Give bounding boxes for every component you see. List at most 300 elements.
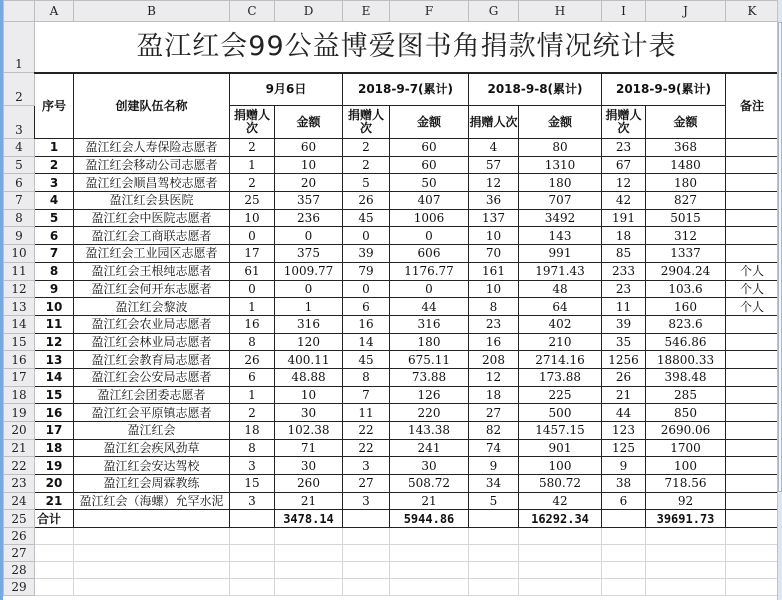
seq-cell[interactable]: 20 [35, 475, 74, 493]
amount-sep6-cell[interactable]: 30 [275, 457, 343, 475]
count-sep8-cell[interactable]: 16 [469, 333, 519, 351]
empty-cell[interactable] [35, 562, 74, 579]
count-sep7-cell[interactable]: 3 [343, 457, 390, 475]
empty-cell[interactable] [230, 579, 275, 596]
row-header[interactable]: 4 [4, 139, 35, 157]
amount-sep7-cell[interactable]: 407 [390, 192, 469, 210]
amount-sep7-cell[interactable]: 143.38 [390, 422, 469, 440]
column-header-b[interactable]: B [74, 1, 230, 22]
amount-sep9-cell[interactable]: 18800.33 [646, 351, 726, 369]
amount-sep9-cell[interactable]: 312 [646, 227, 726, 245]
empty-cell[interactable] [602, 528, 646, 545]
row-header[interactable]: 17 [4, 368, 35, 386]
amount-sep6-cell[interactable]: 0 [275, 227, 343, 245]
team-name-cell[interactable]: 盈江红会教育局志愿者 [74, 351, 230, 369]
amount-sep8-cell[interactable]: 64 [519, 298, 602, 316]
empty-cell[interactable] [74, 510, 230, 528]
count-sep9-cell[interactable]: 125 [602, 439, 646, 457]
count-sep6-cell[interactable]: 2 [230, 139, 275, 157]
empty-cell[interactable] [469, 545, 519, 562]
team-name-cell[interactable]: 盈江红会疾风劲草 [74, 439, 230, 457]
empty-cell[interactable] [519, 528, 602, 545]
column-header-i[interactable]: I [602, 1, 646, 22]
amount-sep7-cell[interactable]: 241 [390, 439, 469, 457]
amount-sep7-cell[interactable]: 126 [390, 386, 469, 404]
amount-sep8-cell[interactable]: 500 [519, 404, 602, 422]
amount-sep7-cell[interactable]: 508.72 [390, 475, 469, 493]
amount-sep8-cell[interactable]: 180 [519, 174, 602, 192]
totals-label[interactable]: 合计 [35, 510, 74, 528]
header-team-name[interactable]: 创建队伍名称 [74, 73, 230, 139]
amount-sep8-cell[interactable]: 42 [519, 492, 602, 510]
total-sep9-cell[interactable]: 39691.73 [646, 510, 726, 528]
count-sep6-cell[interactable]: 18 [230, 422, 275, 440]
amount-sep8-cell[interactable]: 225 [519, 386, 602, 404]
count-sep9-cell[interactable]: 44 [602, 404, 646, 422]
row-header[interactable]: 16 [4, 351, 35, 369]
seq-cell[interactable]: 17 [35, 422, 74, 440]
amount-sep6-cell[interactable]: 0 [275, 280, 343, 298]
column-header-c[interactable]: C [230, 1, 275, 22]
row-header[interactable]: 15 [4, 333, 35, 351]
header-amount[interactable]: 金额 [390, 106, 469, 139]
empty-cell[interactable] [726, 545, 779, 562]
amount-sep7-cell[interactable]: 1176.77 [390, 262, 469, 280]
note-cell[interactable] [726, 475, 779, 493]
empty-cell[interactable] [343, 528, 390, 545]
count-sep9-cell[interactable]: 191 [602, 209, 646, 227]
row-header[interactable]: 28 [4, 562, 35, 579]
count-sep8-cell[interactable]: 18 [469, 386, 519, 404]
amount-sep7-cell[interactable]: 0 [390, 227, 469, 245]
empty-cell[interactable] [519, 562, 602, 579]
team-name-cell[interactable]: 盈江红会 [74, 422, 230, 440]
seq-cell[interactable]: 5 [35, 209, 74, 227]
seq-cell[interactable]: 7 [35, 245, 74, 263]
count-sep9-cell[interactable]: 67 [602, 156, 646, 174]
total-sep7-cell[interactable]: 5944.86 [390, 510, 469, 528]
amount-sep9-cell[interactable]: 92 [646, 492, 726, 510]
empty-cell[interactable] [519, 579, 602, 596]
amount-sep8-cell[interactable]: 100 [519, 457, 602, 475]
note-cell[interactable] [726, 457, 779, 475]
amount-sep6-cell[interactable]: 48.88 [275, 368, 343, 386]
count-sep6-cell[interactable]: 8 [230, 333, 275, 351]
amount-sep8-cell[interactable]: 143 [519, 227, 602, 245]
team-name-cell[interactable]: 盈江红会林业局志愿者 [74, 333, 230, 351]
amount-sep7-cell[interactable]: 0 [390, 280, 469, 298]
count-sep6-cell[interactable]: 1 [230, 156, 275, 174]
amount-sep8-cell[interactable]: 48 [519, 280, 602, 298]
empty-cell[interactable] [275, 562, 343, 579]
header-count[interactable]: 捐赠人次 [469, 106, 519, 139]
count-sep9-cell[interactable]: 23 [602, 139, 646, 157]
seq-cell[interactable]: 18 [35, 439, 74, 457]
count-sep8-cell[interactable]: 4 [469, 139, 519, 157]
amount-sep7-cell[interactable]: 180 [390, 333, 469, 351]
seq-cell[interactable]: 14 [35, 368, 74, 386]
amount-sep9-cell[interactable]: 180 [646, 174, 726, 192]
team-name-cell[interactable]: 盈江红会安达驾校 [74, 457, 230, 475]
scrollbar-thumb[interactable] [778, 22, 782, 492]
header-date-sep9[interactable]: 2018-9-9(累计) [602, 73, 726, 106]
count-sep7-cell[interactable]: 16 [343, 315, 390, 333]
team-name-cell[interactable]: 盈江红会团委志愿者 [74, 386, 230, 404]
count-sep7-cell[interactable]: 6 [343, 298, 390, 316]
count-sep9-cell[interactable]: 233 [602, 262, 646, 280]
count-sep7-cell[interactable]: 45 [343, 209, 390, 227]
empty-cell[interactable] [646, 562, 726, 579]
empty-cell[interactable] [230, 562, 275, 579]
amount-sep7-cell[interactable]: 21 [390, 492, 469, 510]
amount-sep9-cell[interactable]: 285 [646, 386, 726, 404]
count-sep8-cell[interactable]: 208 [469, 351, 519, 369]
row-header[interactable]: 23 [4, 475, 35, 493]
amount-sep6-cell[interactable]: 400.11 [275, 351, 343, 369]
amount-sep6-cell[interactable]: 357 [275, 192, 343, 210]
amount-sep9-cell[interactable]: 2690.06 [646, 422, 726, 440]
note-cell[interactable] [726, 368, 779, 386]
count-sep6-cell[interactable]: 2 [230, 174, 275, 192]
amount-sep8-cell[interactable]: 580.72 [519, 475, 602, 493]
column-header-k[interactable]: K [726, 1, 779, 22]
count-sep9-cell[interactable]: 35 [602, 333, 646, 351]
amount-sep8-cell[interactable]: 901 [519, 439, 602, 457]
row-header[interactable]: 26 [4, 528, 35, 545]
row-header[interactable]: 7 [4, 192, 35, 210]
empty-cell[interactable] [726, 528, 779, 545]
header-date-sep6[interactable]: 9月6日 [230, 73, 343, 106]
amount-sep9-cell[interactable]: 850 [646, 404, 726, 422]
amount-sep6-cell[interactable]: 1 [275, 298, 343, 316]
count-sep9-cell[interactable]: 18 [602, 227, 646, 245]
empty-cell[interactable] [35, 545, 74, 562]
empty-cell[interactable] [726, 579, 779, 596]
column-header-e[interactable]: E [343, 1, 390, 22]
count-sep8-cell[interactable]: 70 [469, 245, 519, 263]
column-header-d[interactable]: D [275, 1, 343, 22]
empty-cell[interactable] [469, 579, 519, 596]
empty-cell[interactable] [726, 510, 779, 528]
header-date-sep7[interactable]: 2018-9-7(累计) [343, 73, 469, 106]
count-sep7-cell[interactable]: 27 [343, 475, 390, 493]
amount-sep7-cell[interactable]: 44 [390, 298, 469, 316]
note-cell[interactable] [726, 386, 779, 404]
seq-cell[interactable]: 19 [35, 457, 74, 475]
amount-sep6-cell[interactable]: 71 [275, 439, 343, 457]
seq-cell[interactable]: 16 [35, 404, 74, 422]
header-amount[interactable]: 金额 [646, 106, 726, 139]
row-header[interactable]: 18 [4, 386, 35, 404]
seq-cell[interactable]: 8 [35, 262, 74, 280]
amount-sep6-cell[interactable]: 21 [275, 492, 343, 510]
empty-cell[interactable] [275, 579, 343, 596]
count-sep7-cell[interactable]: 22 [343, 439, 390, 457]
count-sep6-cell[interactable]: 8 [230, 439, 275, 457]
empty-cell[interactable] [726, 562, 779, 579]
empty-cell[interactable] [343, 579, 390, 596]
note-cell[interactable]: 个人 [726, 298, 779, 316]
count-sep9-cell[interactable]: 21 [602, 386, 646, 404]
amount-sep9-cell[interactable]: 718.56 [646, 475, 726, 493]
team-name-cell[interactable]: 盈江红会（海螺）允罕水泥 [74, 492, 230, 510]
empty-cell[interactable] [602, 510, 646, 528]
team-name-cell[interactable]: 盈江红会何开东志愿者 [74, 280, 230, 298]
team-name-cell[interactable]: 盈江红会农业局志愿者 [74, 315, 230, 333]
note-cell[interactable] [726, 404, 779, 422]
row-header[interactable]: 10 [4, 245, 35, 263]
count-sep7-cell[interactable]: 2 [343, 156, 390, 174]
empty-cell[interactable] [602, 562, 646, 579]
team-name-cell[interactable]: 盈江红会公安局志愿者 [74, 368, 230, 386]
seq-cell[interactable]: 13 [35, 351, 74, 369]
column-header-j[interactable]: J [646, 1, 726, 22]
header-seq[interactable]: 序号 [35, 73, 74, 139]
empty-cell[interactable] [35, 528, 74, 545]
row-header[interactable]: 8 [4, 209, 35, 227]
empty-cell[interactable] [230, 510, 275, 528]
column-header-a[interactable]: A [35, 1, 74, 22]
seq-cell[interactable]: 2 [35, 156, 74, 174]
row-header[interactable]: 6 [4, 174, 35, 192]
count-sep9-cell[interactable]: 123 [602, 422, 646, 440]
total-sep8-cell[interactable]: 16292.34 [519, 510, 602, 528]
note-cell[interactable] [726, 333, 779, 351]
seq-cell[interactable]: 11 [35, 315, 74, 333]
seq-cell[interactable]: 12 [35, 333, 74, 351]
empty-cell[interactable] [646, 579, 726, 596]
select-all-corner[interactable] [4, 1, 35, 22]
amount-sep6-cell[interactable]: 10 [275, 156, 343, 174]
amount-sep8-cell[interactable]: 3492 [519, 209, 602, 227]
amount-sep9-cell[interactable]: 1700 [646, 439, 726, 457]
amount-sep7-cell[interactable]: 60 [390, 156, 469, 174]
count-sep9-cell[interactable]: 11 [602, 298, 646, 316]
row-header[interactable]: 11 [4, 262, 35, 280]
amount-sep8-cell[interactable]: 991 [519, 245, 602, 263]
count-sep6-cell[interactable]: 1 [230, 386, 275, 404]
vertical-scrollbar[interactable] [777, 0, 782, 600]
empty-cell[interactable] [602, 579, 646, 596]
empty-cell[interactable] [230, 545, 275, 562]
empty-cell[interactable] [343, 562, 390, 579]
amount-sep7-cell[interactable]: 50 [390, 174, 469, 192]
count-sep7-cell[interactable]: 14 [343, 333, 390, 351]
empty-cell[interactable] [469, 510, 519, 528]
amount-sep9-cell[interactable]: 160 [646, 298, 726, 316]
note-cell[interactable] [726, 192, 779, 210]
header-count[interactable]: 捐赠人次 [602, 106, 646, 139]
count-sep8-cell[interactable]: 36 [469, 192, 519, 210]
note-cell[interactable] [726, 439, 779, 457]
count-sep9-cell[interactable]: 85 [602, 245, 646, 263]
note-cell[interactable] [726, 422, 779, 440]
count-sep8-cell[interactable]: 27 [469, 404, 519, 422]
amount-sep8-cell[interactable]: 173.88 [519, 368, 602, 386]
row-header[interactable]: 5 [4, 156, 35, 174]
amount-sep6-cell[interactable]: 236 [275, 209, 343, 227]
amount-sep7-cell[interactable]: 1006 [390, 209, 469, 227]
count-sep8-cell[interactable]: 161 [469, 262, 519, 280]
empty-cell[interactable] [35, 579, 74, 596]
team-name-cell[interactable]: 盈江红会工商联志愿者 [74, 227, 230, 245]
team-name-cell[interactable]: 盈江红会黎波 [74, 298, 230, 316]
row-header[interactable]: 2 [4, 73, 35, 106]
amount-sep8-cell[interactable]: 1971.43 [519, 262, 602, 280]
seq-cell[interactable]: 4 [35, 192, 74, 210]
header-amount[interactable]: 金额 [275, 106, 343, 139]
count-sep9-cell[interactable]: 9 [602, 457, 646, 475]
amount-sep7-cell[interactable]: 220 [390, 404, 469, 422]
amount-sep8-cell[interactable]: 1310 [519, 156, 602, 174]
amount-sep7-cell[interactable]: 60 [390, 139, 469, 157]
count-sep9-cell[interactable]: 38 [602, 475, 646, 493]
team-name-cell[interactable]: 盈江红会人寿保险志愿者 [74, 139, 230, 157]
column-header-h[interactable]: H [519, 1, 602, 22]
count-sep6-cell[interactable]: 6 [230, 368, 275, 386]
note-cell[interactable] [726, 209, 779, 227]
total-sep6-cell[interactable]: 3478.14 [275, 510, 343, 528]
amount-sep6-cell[interactable]: 120 [275, 333, 343, 351]
seq-cell[interactable]: 6 [35, 227, 74, 245]
empty-cell[interactable] [390, 562, 469, 579]
column-header-g[interactable]: G [469, 1, 519, 22]
count-sep8-cell[interactable]: 34 [469, 475, 519, 493]
count-sep8-cell[interactable]: 57 [469, 156, 519, 174]
count-sep6-cell[interactable]: 61 [230, 262, 275, 280]
amount-sep6-cell[interactable]: 316 [275, 315, 343, 333]
header-note[interactable]: 备注 [726, 73, 779, 139]
note-cell[interactable]: 个人 [726, 280, 779, 298]
count-sep7-cell[interactable]: 22 [343, 422, 390, 440]
note-cell[interactable] [726, 227, 779, 245]
amount-sep9-cell[interactable]: 398.48 [646, 368, 726, 386]
team-name-cell[interactable]: 盈江红会移动公司志愿者 [74, 156, 230, 174]
amount-sep7-cell[interactable]: 675.11 [390, 351, 469, 369]
count-sep6-cell[interactable]: 2 [230, 404, 275, 422]
count-sep7-cell[interactable]: 0 [343, 227, 390, 245]
empty-cell[interactable] [646, 528, 726, 545]
amount-sep8-cell[interactable]: 1457.15 [519, 422, 602, 440]
amount-sep7-cell[interactable]: 606 [390, 245, 469, 263]
count-sep8-cell[interactable]: 12 [469, 174, 519, 192]
count-sep8-cell[interactable]: 9 [469, 457, 519, 475]
team-name-cell[interactable]: 盈江红会顺昌驾校志愿者 [74, 174, 230, 192]
count-sep9-cell[interactable]: 39 [602, 315, 646, 333]
count-sep6-cell[interactable]: 17 [230, 245, 275, 263]
note-cell[interactable] [726, 139, 779, 157]
count-sep6-cell[interactable]: 10 [230, 209, 275, 227]
count-sep6-cell[interactable]: 3 [230, 492, 275, 510]
seq-cell[interactable]: 9 [35, 280, 74, 298]
count-sep6-cell[interactable]: 25 [230, 192, 275, 210]
amount-sep8-cell[interactable]: 80 [519, 139, 602, 157]
amount-sep6-cell[interactable]: 20 [275, 174, 343, 192]
empty-cell[interactable] [646, 545, 726, 562]
row-header[interactable]: 24 [4, 492, 35, 510]
amount-sep9-cell[interactable]: 1337 [646, 245, 726, 263]
note-cell[interactable]: 个人 [726, 262, 779, 280]
row-header[interactable]: 1 [4, 22, 35, 73]
amount-sep9-cell[interactable]: 823.6 [646, 315, 726, 333]
row-header[interactable]: 13 [4, 298, 35, 316]
note-cell[interactable] [726, 245, 779, 263]
amount-sep7-cell[interactable]: 30 [390, 457, 469, 475]
count-sep6-cell[interactable]: 3 [230, 457, 275, 475]
amount-sep9-cell[interactable]: 546.86 [646, 333, 726, 351]
seq-cell[interactable]: 1 [35, 139, 74, 157]
count-sep8-cell[interactable]: 82 [469, 422, 519, 440]
empty-cell[interactable] [343, 545, 390, 562]
seq-cell[interactable]: 3 [35, 174, 74, 192]
count-sep9-cell[interactable]: 6 [602, 492, 646, 510]
count-sep7-cell[interactable]: 7 [343, 386, 390, 404]
row-header[interactable]: 12 [4, 280, 35, 298]
count-sep8-cell[interactable]: 74 [469, 439, 519, 457]
empty-cell[interactable] [74, 528, 230, 545]
count-sep6-cell[interactable]: 0 [230, 227, 275, 245]
row-header[interactable]: 20 [4, 422, 35, 440]
row-header[interactable]: 21 [4, 439, 35, 457]
count-sep7-cell[interactable]: 2 [343, 139, 390, 157]
empty-cell[interactable] [602, 545, 646, 562]
count-sep7-cell[interactable]: 79 [343, 262, 390, 280]
amount-sep6-cell[interactable]: 102.38 [275, 422, 343, 440]
note-cell[interactable] [726, 492, 779, 510]
count-sep9-cell[interactable]: 1256 [602, 351, 646, 369]
empty-cell[interactable] [74, 562, 230, 579]
amount-sep6-cell[interactable]: 375 [275, 245, 343, 263]
count-sep6-cell[interactable]: 1 [230, 298, 275, 316]
empty-cell[interactable] [343, 510, 390, 528]
empty-cell[interactable] [230, 528, 275, 545]
count-sep7-cell[interactable]: 8 [343, 368, 390, 386]
empty-cell[interactable] [519, 545, 602, 562]
amount-sep6-cell[interactable]: 1009.77 [275, 262, 343, 280]
seq-cell[interactable]: 21 [35, 492, 74, 510]
amount-sep9-cell[interactable]: 368 [646, 139, 726, 157]
empty-cell[interactable] [74, 579, 230, 596]
team-name-cell[interactable]: 盈江红会工业园区志愿者 [74, 245, 230, 263]
row-header[interactable]: 9 [4, 227, 35, 245]
count-sep6-cell[interactable]: 16 [230, 315, 275, 333]
team-name-cell[interactable]: 盈江红会平原镇志愿者 [74, 404, 230, 422]
note-cell[interactable] [726, 174, 779, 192]
count-sep7-cell[interactable]: 45 [343, 351, 390, 369]
count-sep8-cell[interactable]: 8 [469, 298, 519, 316]
note-cell[interactable] [726, 351, 779, 369]
empty-cell[interactable] [390, 528, 469, 545]
count-sep8-cell[interactable]: 137 [469, 209, 519, 227]
row-header[interactable]: 22 [4, 457, 35, 475]
row-header[interactable]: 3 [4, 106, 35, 139]
count-sep7-cell[interactable]: 11 [343, 404, 390, 422]
row-header[interactable]: 29 [4, 579, 35, 596]
column-header-f[interactable]: F [390, 1, 469, 22]
header-amount[interactable]: 金额 [519, 106, 602, 139]
seq-cell[interactable]: 10 [35, 298, 74, 316]
amount-sep8-cell[interactable]: 2714.16 [519, 351, 602, 369]
team-name-cell[interactable]: 盈江红会县医院 [74, 192, 230, 210]
count-sep8-cell[interactable]: 12 [469, 368, 519, 386]
count-sep7-cell[interactable]: 0 [343, 280, 390, 298]
count-sep8-cell[interactable]: 23 [469, 315, 519, 333]
count-sep7-cell[interactable]: 39 [343, 245, 390, 263]
empty-cell[interactable] [74, 545, 230, 562]
row-header[interactable]: 25 [4, 510, 35, 528]
header-date-sep8[interactable]: 2018-9-8(累计) [469, 73, 602, 106]
empty-cell[interactable] [390, 579, 469, 596]
